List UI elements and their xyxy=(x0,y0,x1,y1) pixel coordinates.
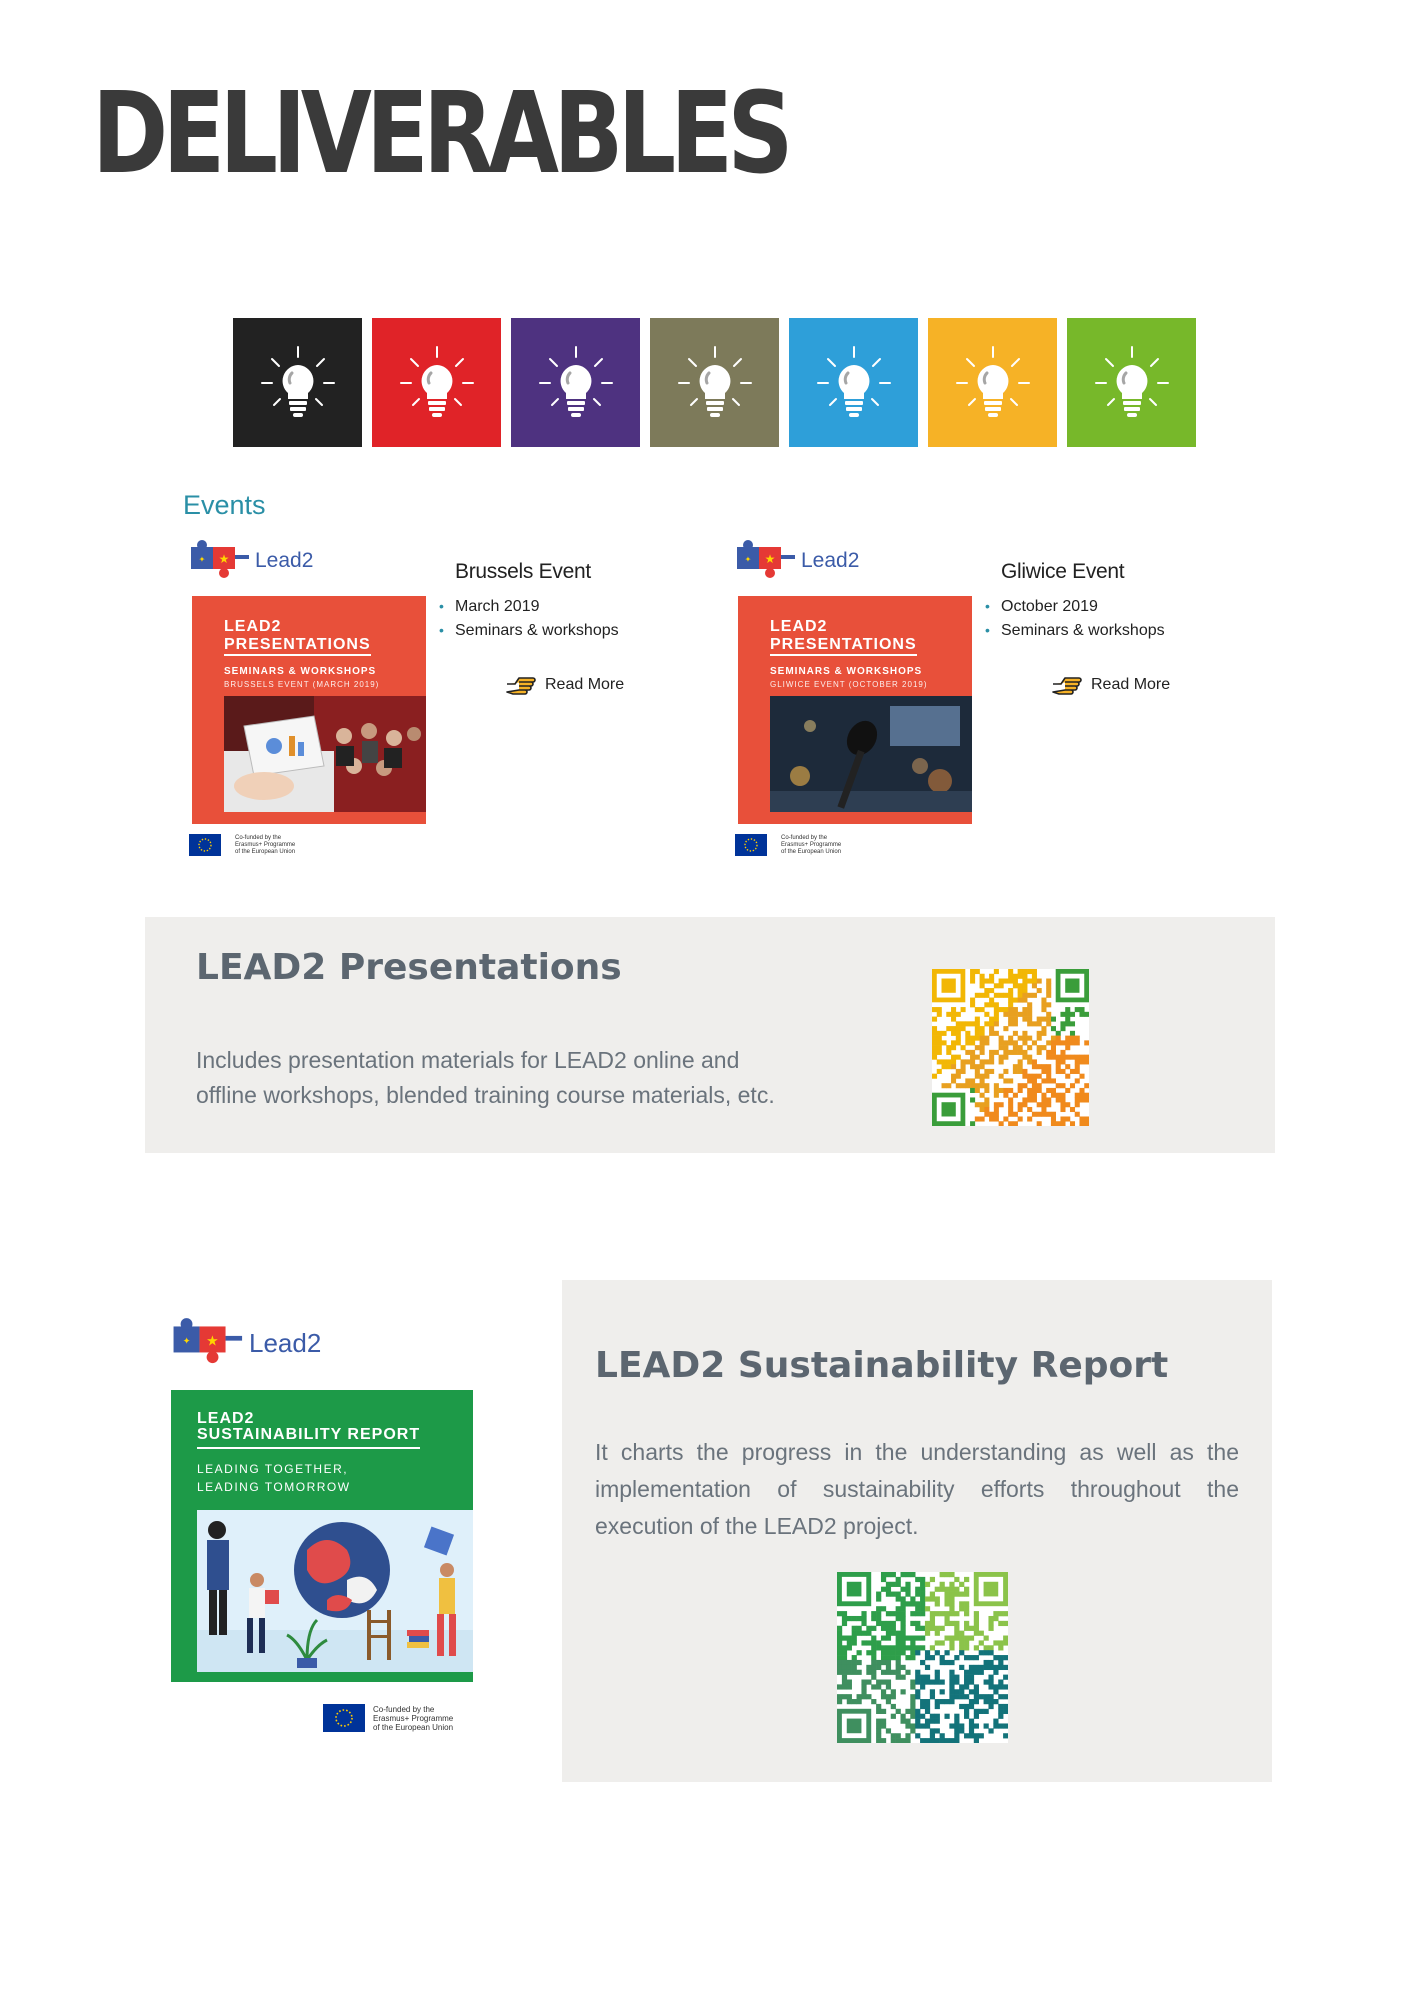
cover-line1: LEAD2 xyxy=(770,618,828,635)
report-line3: execution of the LEAD2 project. xyxy=(595,1513,919,1539)
svg-text:★: ★ xyxy=(764,552,776,566)
svg-text:✦: ✦ xyxy=(744,555,752,564)
seminar-photo xyxy=(224,696,426,812)
report-cover-line4: LEADING TOMORROW xyxy=(197,1480,351,1494)
svg-text:★: ★ xyxy=(218,552,230,566)
event-type: • Seminars & workshops xyxy=(439,622,624,640)
cover-line2: PRESENTATIONS xyxy=(224,636,371,656)
sustainability-report-panel xyxy=(562,1280,1272,1782)
presentations-title: LEAD2 Presentations xyxy=(196,947,622,988)
lightbulb-tiles xyxy=(233,318,1196,447)
teamwork-illustration xyxy=(197,1510,473,1672)
tile-olive xyxy=(650,318,779,447)
eu-line1: Co-funded by the xyxy=(781,834,828,841)
eu-line2: Erasmus+ Programme xyxy=(373,1713,454,1723)
read-more-label: Read More xyxy=(545,676,625,693)
microphone-photo xyxy=(770,696,972,812)
cover-line3: SEMINARS & WORKSHOPS xyxy=(770,666,923,677)
cover-line4: GLIWICE EVENT (OCTOBER 2019) xyxy=(770,680,928,689)
tile-green xyxy=(1067,318,1196,447)
report-title: LEAD2 Sustainability Report xyxy=(595,1345,1169,1386)
eu-flag-icon xyxy=(323,1704,365,1732)
pointing-hand-icon xyxy=(505,674,537,696)
lead2-logo xyxy=(189,536,429,586)
cover-line1: LEAD2 xyxy=(224,618,282,635)
eu-line2: Erasmus+ Programme xyxy=(781,841,842,848)
lightbulb-icon xyxy=(675,343,755,423)
presentations-line2: offline workshops, blended training course materials, etc. xyxy=(196,1082,775,1108)
report-cover-line2: SUSTAINABILITY REPORT xyxy=(197,1426,420,1449)
svg-text:★: ★ xyxy=(206,1333,219,1350)
gliwice-event-info xyxy=(1001,560,1170,696)
pointing-hand-icon xyxy=(1051,674,1083,696)
cover-line2: PRESENTATIONS xyxy=(770,636,917,656)
cover-panel xyxy=(192,596,426,824)
cover-panel xyxy=(738,596,972,824)
svg-text:✦: ✦ xyxy=(198,555,206,564)
lightbulb-icon xyxy=(536,343,616,423)
lightbulb-icon xyxy=(953,343,1033,423)
lead2-logo xyxy=(171,1318,475,1368)
tile-purple xyxy=(511,318,640,447)
brussels-event-info xyxy=(455,560,624,696)
puzzle-logo-icon xyxy=(171,1317,247,1369)
event-date: • October 2019 xyxy=(985,598,1170,616)
eu-line3: of the European Union xyxy=(235,848,296,855)
eu-line2: Erasmus+ Programme xyxy=(235,841,296,848)
eu-line1: Co-funded by the xyxy=(235,834,282,841)
events-heading: Events xyxy=(183,490,266,520)
presentations-qr-code[interactable] xyxy=(932,969,1089,1126)
puzzle-logo-icon xyxy=(189,539,253,583)
eu-cofunded-badge xyxy=(735,834,975,856)
read-more-link[interactable] xyxy=(1051,674,1170,696)
eu-line1: Co-funded by the xyxy=(373,1704,435,1714)
tile-red xyxy=(372,318,501,447)
report-line2: implementation of sustainability efforts throughout the xyxy=(595,1476,1239,1502)
logo-text: Lead2 xyxy=(801,549,860,572)
report-line1: It charts the progress in the understanding as well as the xyxy=(595,1439,1239,1465)
event-title: Brussels Event xyxy=(455,560,591,583)
read-more-label: Read More xyxy=(1091,676,1171,693)
report-cover-line3: LEADING TOGETHER, xyxy=(197,1462,349,1476)
logo-text: Lead2 xyxy=(255,549,314,572)
cover-line3: SEMINARS & WORKSHOPS xyxy=(224,666,377,677)
presentations-panel xyxy=(145,917,1275,1153)
tile-yellow xyxy=(928,318,1057,447)
presentations-description xyxy=(196,1043,775,1113)
lightbulb-icon xyxy=(814,343,894,423)
eu-flag-icon xyxy=(735,834,767,856)
gliwice-event-cover[interactable] xyxy=(735,536,975,868)
report-cover-line1: LEAD2 xyxy=(197,1410,255,1427)
eu-cofunded-badge xyxy=(189,834,429,856)
read-more-link[interactable] xyxy=(505,674,624,696)
logo-text: Lead2 xyxy=(249,1327,322,1358)
event-title: Gliwice Event xyxy=(1001,560,1125,583)
eu-line3: of the European Union xyxy=(373,1722,454,1732)
presentations-line1: Includes presentation materials for LEAD2 online and xyxy=(196,1047,740,1073)
eu-line3: of the European Union xyxy=(781,848,842,855)
lightbulb-icon xyxy=(397,343,477,423)
report-description xyxy=(595,1434,1239,1545)
eu-flag-icon xyxy=(189,834,221,856)
tile-blue xyxy=(789,318,918,447)
tile-black xyxy=(233,318,362,447)
report-qr-code[interactable] xyxy=(837,1572,1008,1743)
cover-line4: BRUSSELS EVENT (MARCH 2019) xyxy=(224,680,380,689)
sustainability-report-cover[interactable] xyxy=(171,1318,475,1732)
brussels-event-cover[interactable] xyxy=(189,536,429,868)
lightbulb-icon xyxy=(1092,343,1172,423)
event-type: • Seminars & workshops xyxy=(985,622,1170,640)
eu-cofunded-badge xyxy=(323,1704,475,1732)
svg-text:✦: ✦ xyxy=(182,1336,191,1348)
lead2-logo xyxy=(735,536,975,586)
event-date: • March 2019 xyxy=(439,598,624,616)
lightbulb-icon xyxy=(258,343,338,423)
page-title: DELIVERABLES xyxy=(92,69,788,199)
puzzle-logo-icon xyxy=(735,539,799,583)
report-cover-panel xyxy=(171,1390,473,1682)
